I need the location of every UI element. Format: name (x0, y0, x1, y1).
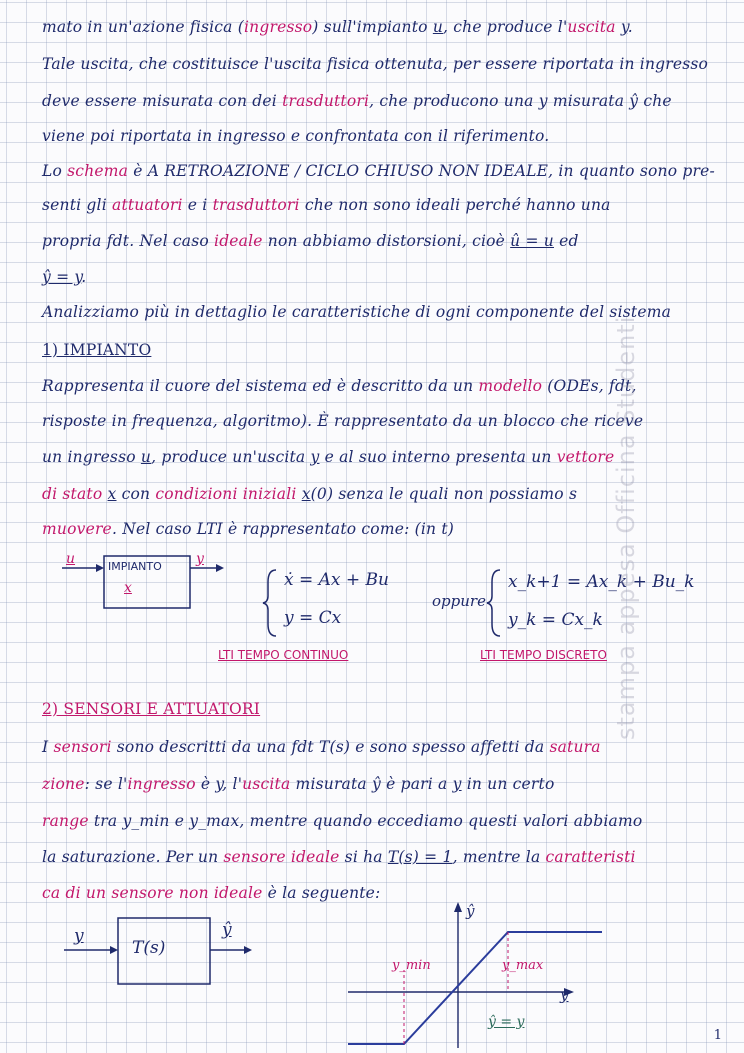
text-line (42, 700, 260, 718)
text-segment: si ha (339, 848, 388, 866)
text-segment: vettore (556, 448, 615, 466)
text-line (42, 848, 636, 866)
text-segment: : se l' (84, 775, 128, 793)
text-segment: che non sono ideali perché hanno una (299, 196, 611, 214)
text-segment: range (42, 812, 89, 830)
text-segment: deve essere misurata con dei (42, 92, 283, 110)
discrete-label: LTI TEMPO DISCRETO (480, 648, 607, 662)
text-segment: in un certo (461, 775, 555, 793)
text-segment: y (310, 448, 320, 466)
text-segment: , che producono una y misurata ŷ che (369, 92, 672, 110)
text-segment: , produce un'uscita (151, 448, 311, 466)
graph-ymin-label: y_min (392, 958, 431, 973)
text-segment: (ODEs, fdt, (542, 377, 637, 395)
text-segment: attuatori (112, 196, 183, 214)
text-segment: ingresso (127, 775, 196, 793)
text-line (42, 92, 672, 110)
text-line (42, 303, 671, 321)
text-segment: . (627, 18, 633, 36)
text-line (42, 775, 555, 793)
text-line (42, 377, 637, 395)
text-segment: T(s) = 1 (387, 848, 453, 866)
text-segment: û = u (510, 232, 554, 250)
text-segment: è la seguente: (262, 884, 381, 902)
plant-title: IMPIANTO (108, 560, 162, 573)
text-segment: I (42, 738, 54, 756)
text-line (42, 55, 708, 73)
text-segment: schema (67, 162, 129, 180)
discrete-eq-state: x_k+1 = Ax_k + Bu_k (508, 572, 695, 592)
sensor-input-label: y (74, 926, 84, 946)
text-segment: x (107, 485, 117, 503)
graph-relation-label: ŷ = y (488, 1014, 525, 1030)
text-segment: ideale (214, 232, 263, 250)
text-segment: senti gli (42, 196, 112, 214)
continuous-eq-state: ẋ = Ax + Bu (284, 570, 389, 590)
text-segment: . Nel caso LTI è rappresentato come: (in t) (111, 520, 455, 538)
text-segment: u (432, 18, 444, 36)
text-segment: sensore ideale (223, 848, 340, 866)
text-segment: muovere (42, 520, 112, 538)
text-segment: ŷ = y (42, 268, 82, 286)
text-segment: y (215, 775, 223, 793)
text-segment: . (81, 268, 87, 286)
text-segment: di stato (42, 485, 103, 503)
text-line (42, 232, 579, 250)
text-segment: trasduttori (282, 92, 370, 110)
watermark: stampa appesa Officina Studenti (612, 315, 640, 740)
text-segment: è A RETROAZIONE / CICLO CHIUSO NON IDEALE, in quanto sono pre- (128, 162, 715, 180)
text-segment: risposte in frequenza, algoritmo). È rappresentato da un blocco che riceve (42, 412, 644, 430)
oppure-text: oppure (432, 592, 486, 610)
text-segment: , l' (222, 775, 243, 793)
text-segment: 1) IMPIANTO (42, 341, 152, 359)
text-segment: non abbiamo distorsioni, cioè (262, 232, 511, 250)
saturation-graph (348, 900, 608, 1050)
text-segment: uscita (567, 18, 616, 36)
sensor-tf-label: T(s) (132, 938, 166, 958)
continuous-eq-output: y = Cx (284, 608, 342, 628)
text-line (42, 738, 601, 756)
text-segment: ed (553, 232, 579, 250)
text-segment: (0) senza le quali non possiamo s (310, 485, 578, 503)
text-line (42, 812, 642, 830)
text-line (42, 412, 643, 430)
plant-output-label: y (196, 551, 204, 567)
text-line (42, 127, 549, 145)
text-line (42, 18, 633, 36)
text-segment: , che produce l' (443, 18, 568, 36)
text-segment: propria fdt. Nel caso (42, 232, 215, 250)
text-line (42, 884, 380, 902)
text-segment: e al suo interno presenta un (319, 448, 557, 466)
continuous-label: LTI TEMPO CONTINUO (218, 648, 349, 662)
graph-ymax-label: y_max (502, 958, 544, 973)
text-line (42, 520, 454, 538)
text-segment: trasduttori (212, 196, 300, 214)
plant-input-label: u (66, 551, 76, 567)
text-segment: Rappresenta il cuore del sistema ed è descritto da un (42, 377, 479, 395)
text-line (42, 162, 715, 180)
text-segment: mato in un'azione fisica ( (42, 18, 244, 36)
plant-state-label: x (124, 580, 132, 596)
discrete-eq-output: y_k = Cx_k (508, 610, 603, 630)
graph-x-axis-label: y (560, 986, 569, 1004)
text-segment: è (195, 775, 216, 793)
text-segment: tra y_min e y_max, mentre quando eccediamo questi valori abbiamo (88, 812, 643, 830)
text-segment: y (620, 18, 628, 36)
text-segment: Tale uscita, che costituisce l'uscita fisica ottenuta, per essere riportata in ingresso (42, 55, 709, 73)
text-segment: y (452, 775, 462, 793)
text-segment: , mentre la (452, 848, 546, 866)
text-segment: ca di un sensore non ideale (42, 884, 263, 902)
text-segment: x (301, 485, 311, 503)
continuous-brace (262, 568, 282, 638)
text-segment: zione (42, 775, 85, 793)
text-line (42, 448, 614, 466)
text-line (42, 196, 611, 214)
text-segment: condizioni iniziali (155, 485, 297, 503)
text-line (42, 341, 151, 359)
discrete-brace (486, 568, 506, 638)
text-segment: uscita (242, 775, 291, 793)
text-segment: caratteristi (545, 848, 636, 866)
text-segment: viene poi riportata in ingresso e confrontata con il riferimento. (42, 127, 550, 145)
text-segment: modello (478, 377, 543, 395)
text-segment: Lo (42, 162, 68, 180)
text-segment: ingresso (244, 18, 313, 36)
text-line (42, 268, 86, 286)
text-segment: 2) SENSORI E ATTUATORI (42, 700, 261, 718)
text-segment: la saturazione. Per un (42, 848, 224, 866)
text-segment: sono descritti da una fdt T(s) e sono spesso affetti da (111, 738, 550, 756)
text-segment: Analizziamo più in dettaglio le caratteristiche di ogni componente del sistema (42, 303, 672, 321)
text-segment: con (116, 485, 156, 503)
graph-y-axis-label: ŷ (466, 902, 475, 920)
text-segment: sensori (53, 738, 112, 756)
text-segment: u (140, 448, 152, 466)
sensor-output-label: ŷ (222, 920, 232, 940)
text-segment: satura (549, 738, 601, 756)
text-segment: un ingresso (42, 448, 141, 466)
text-segment: ) sull'impianto (312, 18, 433, 36)
text-segment: misurata ŷ è pari a (290, 775, 453, 793)
text-segment: e i (182, 196, 213, 214)
text-line (42, 485, 577, 503)
page-number: 1 (713, 1028, 722, 1043)
